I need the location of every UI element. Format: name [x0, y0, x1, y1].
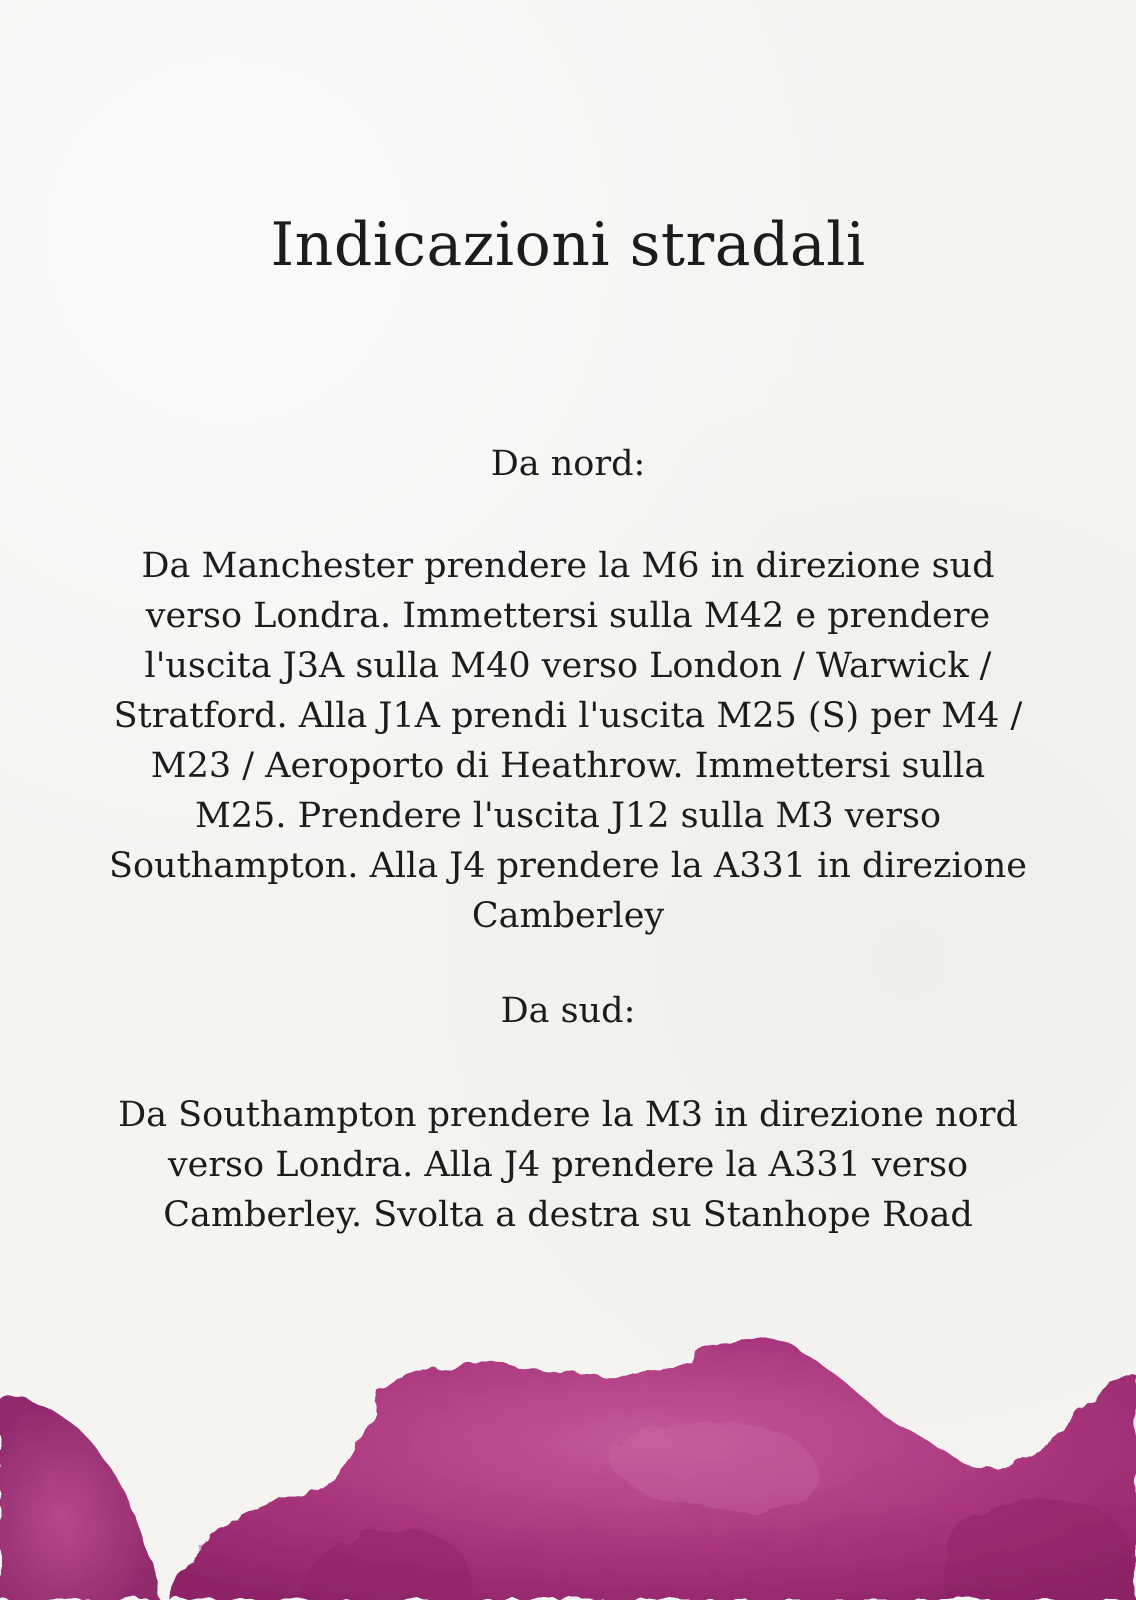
watercolor-decoration — [0, 1320, 1136, 1600]
page-title: Indicazioni stradali — [270, 210, 866, 280]
section-heading-south: Da sud: — [500, 991, 636, 1031]
section-heading-north: Da nord: — [490, 444, 646, 484]
section-text-south: Da Southampton prendere la M3 in direzione nord verso Londra. Alla J4 prendere la A331 verso Camberley. Svolta a destra su Stanhope Road — [118, 1095, 1018, 1235]
section-text-north: Da Manchester prendere la M6 in direzione sud verso Londra. Immettersi sulla M42 e prendere l'uscita J3A sulla M40 verso London / Warwick / Stratford. Alla J1A prendi l'uscita M25 (S) per M4 / M23 / Aeroporto di Heathrow. Immettersi sulla M25. Prendere l'uscita J12 sulla M3 verso Southampton. Alla J4 prendere la A331 in direzione Camberley — [109, 546, 1027, 936]
